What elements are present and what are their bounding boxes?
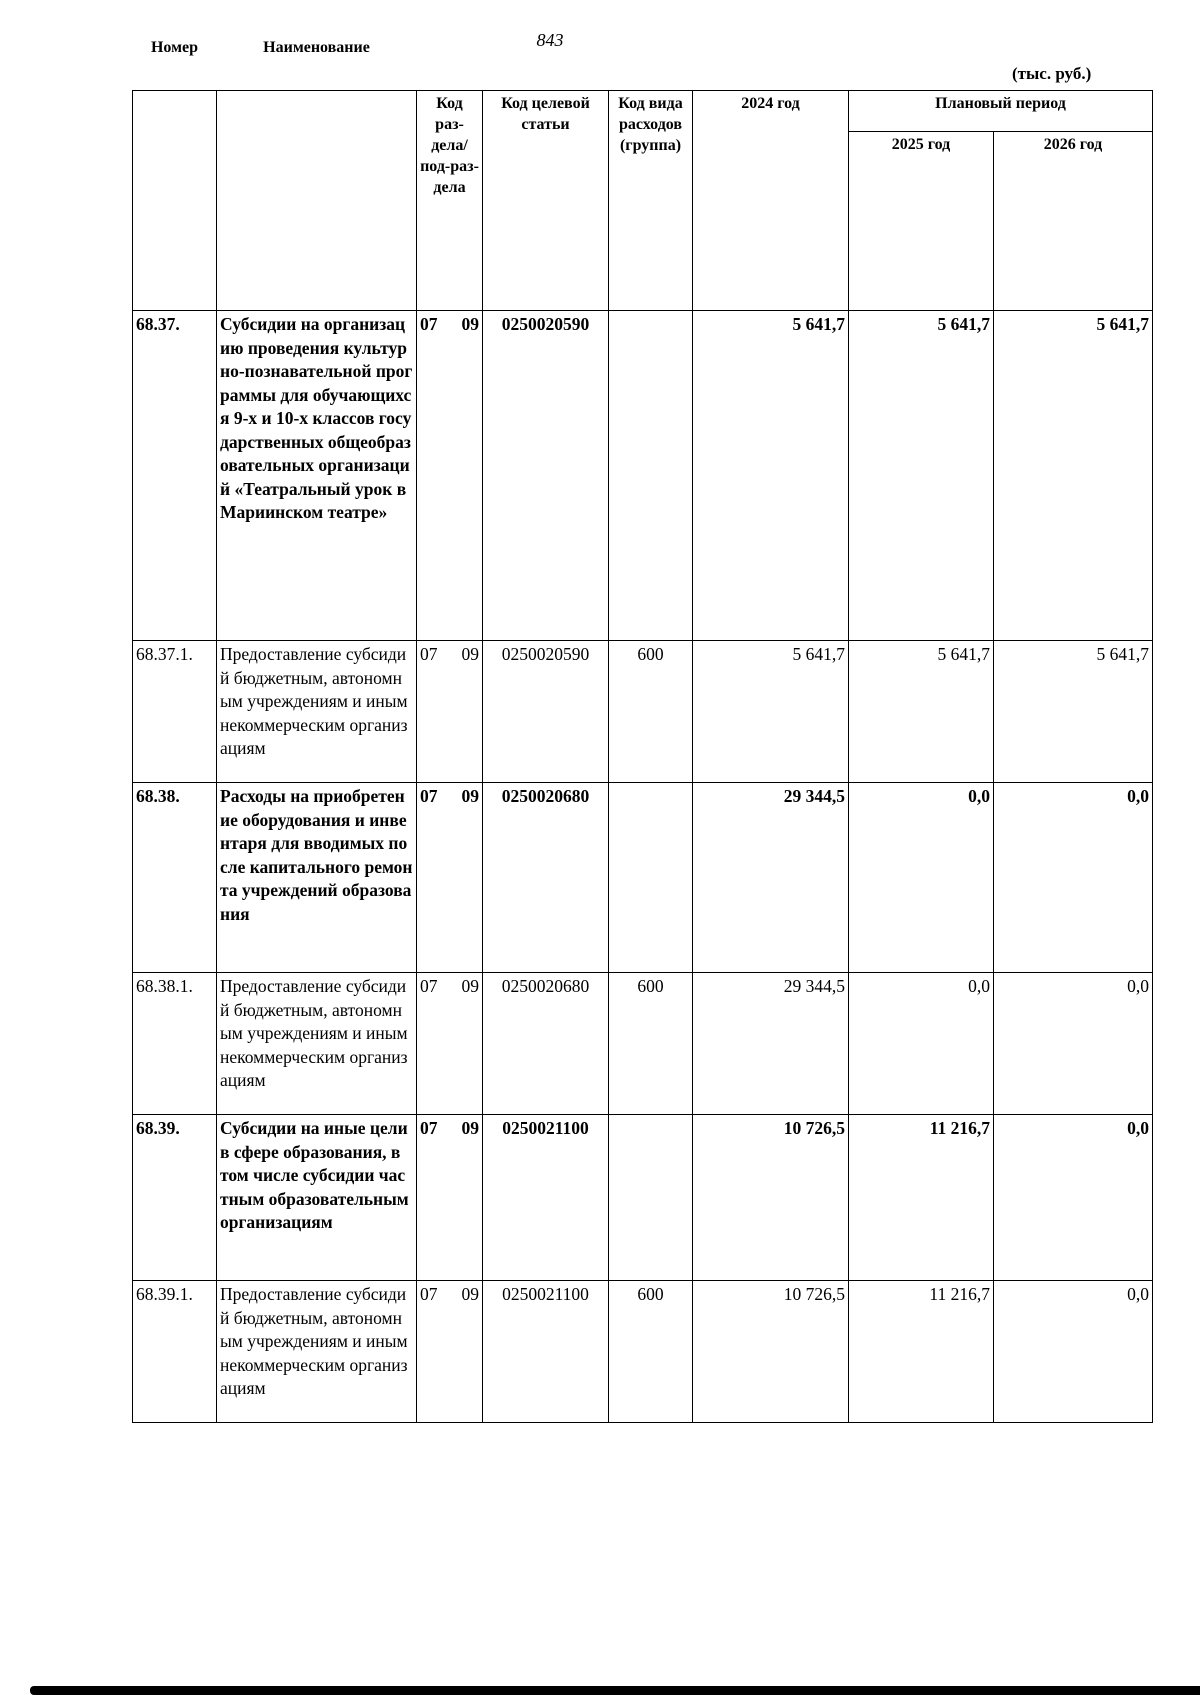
row-expense-kind xyxy=(609,311,693,641)
row-amount-2025: 11 216,7 xyxy=(849,1115,994,1281)
header-year-2024: 2024 год xyxy=(693,91,849,311)
row-name: Предоставление субсидий бюджетным, автономным учреждениям и иным некоммерческим организациям xyxy=(217,1281,417,1423)
row-target-code: 0250021100 xyxy=(483,1281,609,1423)
header-year-2026: 2026 год xyxy=(994,132,1153,311)
table-row xyxy=(133,641,1153,783)
row-section-code xyxy=(417,973,483,1115)
row-amount-2024: 29 344,5 xyxy=(693,973,849,1115)
row-amount-2026: 0,0 xyxy=(994,783,1153,973)
row-name: Предоставление субсидий бюджетным, автономным учреждениям и иным некоммерческим организациям xyxy=(217,641,417,783)
table-row xyxy=(133,973,1153,1115)
row-amount-2025: 0,0 xyxy=(849,973,994,1115)
section-code: 07 xyxy=(420,1118,438,1138)
row-amount-2025: 5 641,7 xyxy=(849,641,994,783)
row-number: 68.39.1. xyxy=(133,1281,217,1423)
row-number: 68.37. xyxy=(133,311,217,641)
header-number: Номер xyxy=(133,91,217,311)
page-number: 843 xyxy=(536,30,564,50)
row-amount-2026: 5 641,7 xyxy=(994,311,1153,641)
row-expense-kind: 600 xyxy=(609,641,693,783)
row-amount-2026: 0,0 xyxy=(994,1281,1153,1423)
section-code: 07 xyxy=(420,314,438,334)
section-code: 07 xyxy=(420,1284,438,1304)
header-section-code: Код раз-дела/ под-раз-дела xyxy=(417,91,483,311)
row-number: 68.39. xyxy=(133,1115,217,1281)
section-code: 07 xyxy=(420,644,438,664)
header-name: Наименование xyxy=(217,91,417,311)
row-expense-kind: 600 xyxy=(609,1281,693,1423)
row-name: Субсидии на организацию проведения культурно-познавательной программы для обучающихся 9-х и 10-х классов государственных общеобразовательных организаций «Театральный урок в Мариинском театре» xyxy=(217,311,417,641)
section-code: 07 xyxy=(420,976,438,996)
row-amount-2026: 5 641,7 xyxy=(994,641,1153,783)
row-amount-2024: 10 726,5 xyxy=(693,1115,849,1281)
row-name: Расходы на приобретение оборудования и инвентаря для вводимых после капитального ремонта учреждений образования xyxy=(217,783,417,973)
row-expense-kind xyxy=(609,783,693,973)
table-row xyxy=(133,1115,1153,1281)
table-row xyxy=(133,311,1153,641)
header-planned-period: Плановый период xyxy=(849,91,1153,132)
row-target-code: 0250020590 xyxy=(483,641,609,783)
table-row xyxy=(133,783,1153,973)
row-amount-2025: 5 641,7 xyxy=(849,311,994,641)
subsection-code: 09 xyxy=(461,786,479,806)
section-code: 07 xyxy=(420,786,438,806)
row-expense-kind xyxy=(609,1115,693,1281)
row-amount-2024: 29 344,5 xyxy=(693,783,849,973)
row-target-code: 0250020680 xyxy=(483,783,609,973)
row-amount-2026: 0,0 xyxy=(994,973,1153,1115)
subsection-code: 09 xyxy=(461,976,479,996)
row-amount-2025: 0,0 xyxy=(849,783,994,973)
row-amount-2026: 0,0 xyxy=(994,1115,1153,1281)
row-section-code xyxy=(417,783,483,973)
page-bottom-border xyxy=(30,1686,1200,1695)
header-expense-kind: Код вида расходов (группа) xyxy=(609,91,693,311)
row-amount-2024: 10 726,5 xyxy=(693,1281,849,1423)
table-body xyxy=(133,311,1153,1423)
row-section-code xyxy=(417,311,483,641)
row-amount-2025: 11 216,7 xyxy=(849,1281,994,1423)
row-section-code xyxy=(417,641,483,783)
subsection-code: 09 xyxy=(461,1284,479,1304)
row-name: Предоставление субсидий бюджетным, автономным учреждениям и иным некоммерческим организациям xyxy=(217,973,417,1115)
row-amount-2024: 5 641,7 xyxy=(693,641,849,783)
row-section-code xyxy=(417,1281,483,1423)
subsection-code: 09 xyxy=(461,314,479,334)
header-target-code: Код целевой статьи xyxy=(483,91,609,311)
row-target-code: 0250021100 xyxy=(483,1115,609,1281)
row-name: Субсидии на иные цели в сфере образования, в том числе субсидии частным образовательным организациям xyxy=(217,1115,417,1281)
row-amount-2024: 5 641,7 xyxy=(693,311,849,641)
row-number: 68.38. xyxy=(133,783,217,973)
row-section-code xyxy=(417,1115,483,1281)
row-number: 68.38.1. xyxy=(133,973,217,1115)
row-expense-kind: 600 xyxy=(609,973,693,1115)
subsection-code: 09 xyxy=(461,1118,479,1138)
subsection-code: 09 xyxy=(461,644,479,664)
row-target-code: 0250020680 xyxy=(483,973,609,1115)
units-label: (тыс. руб.) xyxy=(1012,64,1092,83)
table-row xyxy=(133,1281,1153,1423)
header-year-2025: 2025 год xyxy=(849,132,994,311)
row-number: 68.37.1. xyxy=(133,641,217,783)
row-target-code: 0250020590 xyxy=(483,311,609,641)
